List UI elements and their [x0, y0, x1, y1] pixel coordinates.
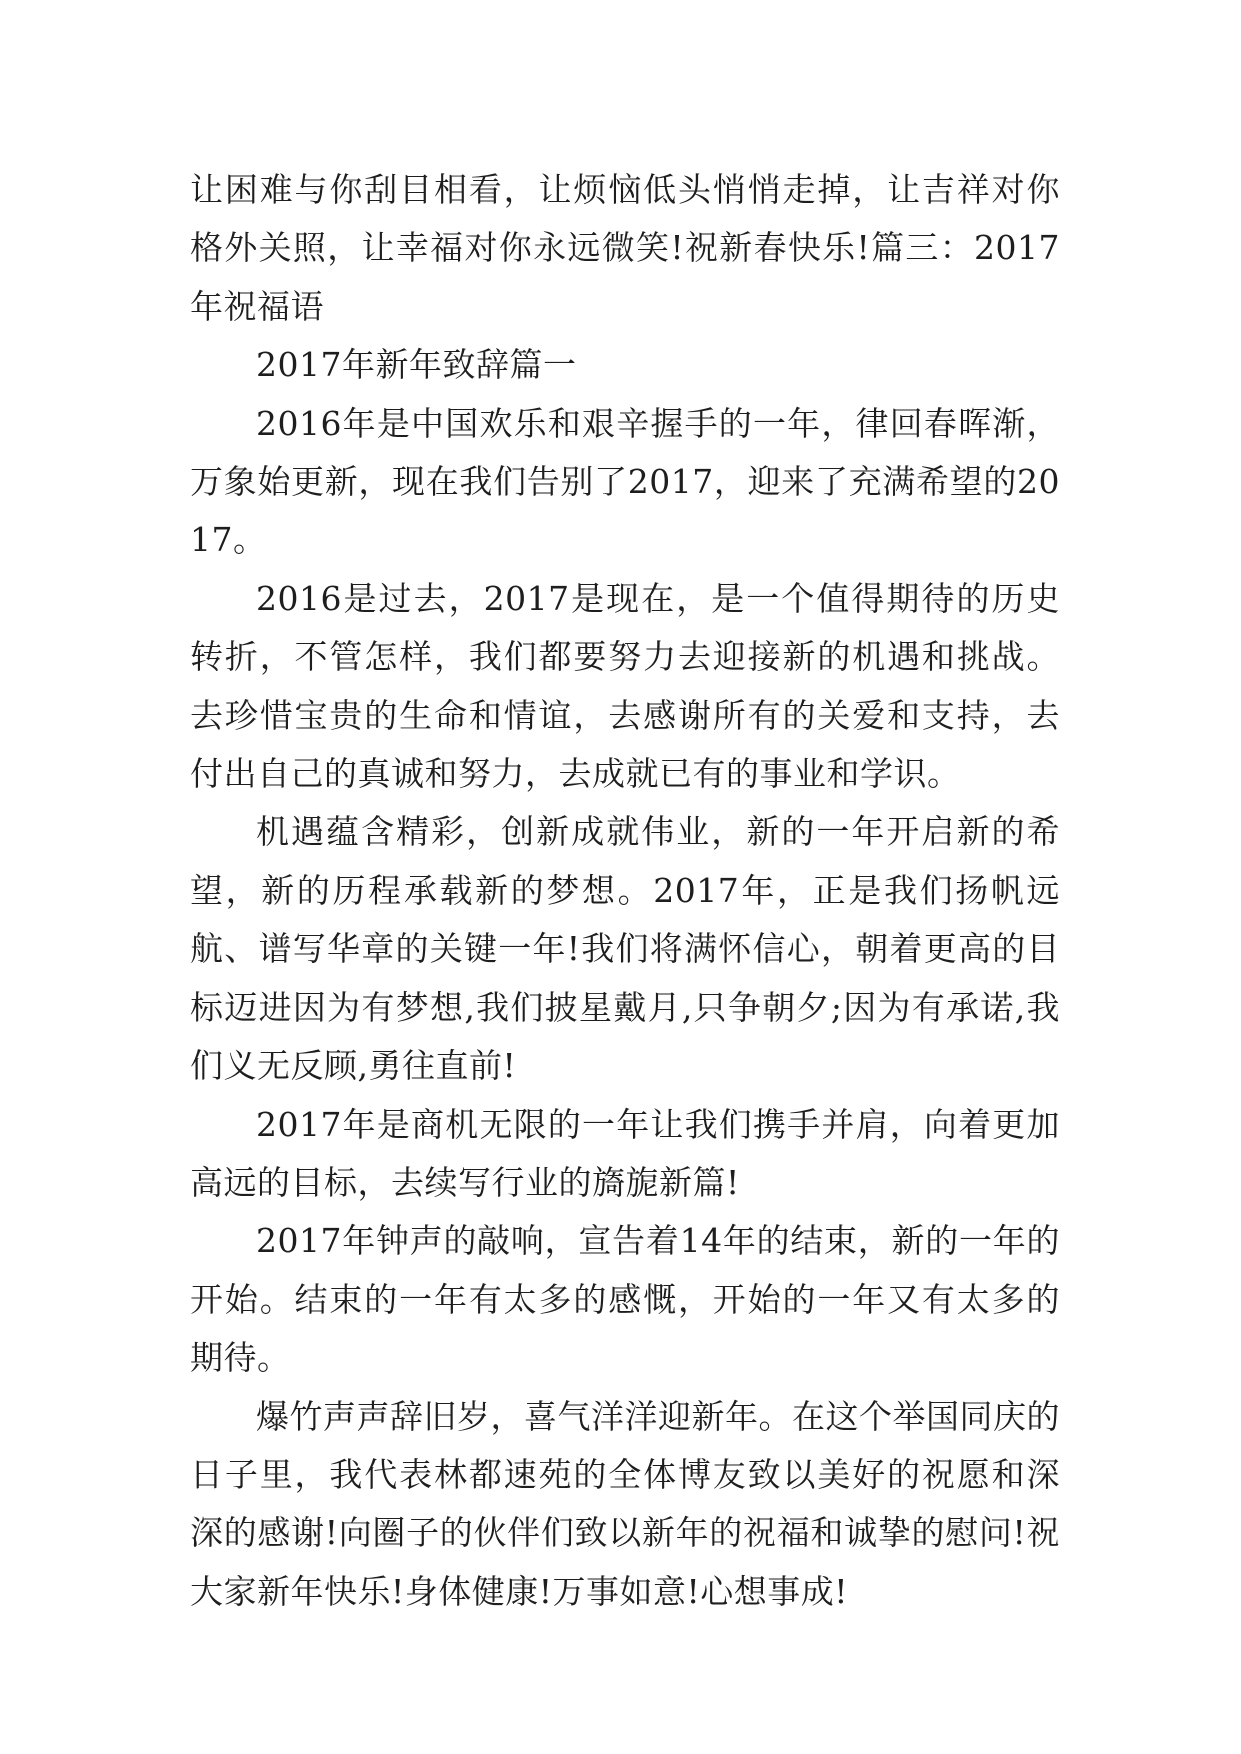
section-heading: 2017年新年致辞篇一: [256, 345, 577, 385]
document-body: [190, 161, 1060, 1621]
paragraph-6: 2017年钟声的敲响，宣告着14年的结束，新的一年的开始。结束的一年有太多的感慨，开始的一年又有太多的期待。: [190, 1221, 1060, 1378]
paragraph-3: 2016是过去，2017是现在，是一个值得期待的历史转折，不管怎样，我们都要努力去迎接新的机遇和挑战。去珍惜宝贵的生命和情谊，去感谢所有的关爱和支持，去付出自己的真诚和努力，去成就已有的事业和学识。: [190, 578, 1060, 794]
paragraph-7: 爆竹声声辞旧岁，喜气洋洋迎新年。在这个举国同庆的日子里，我代表林都速苑的全体博友致以美好的祝愿和深深的感谢!向圈子的伙伴们致以新年的祝福和诚挚的慰问!祝大家新年快乐!身体健康!万事如意!心想事成!: [190, 1396, 1060, 1611]
paragraph-4: 机遇蕴含精彩，创新成就伟业，新的一年开启新的希望，新的历程承载新的梦想。2017年，正是我们扬帆远航、谱写华章的关键一年!我们将满怀信心，朝着更高的目标迈进因为有梦想,我们披星戴月,只争朝夕;因为有承诺,我们义无反顾,勇往直前!: [190, 812, 1060, 1086]
paragraph-5: 2017年是商机无限的一年让我们携手并肩，向着更加高远的目标，去续写行业的旖旎新篇!: [190, 1104, 1060, 1202]
paragraph-2: 2016年是中国欢乐和艰辛握手的一年，律回春晖渐，万象始更新，现在我们告别了2017，迎来了充满希望的2017。: [190, 403, 1060, 560]
paragraph-1: 让困难与你刮目相看，让烦恼低头悄悄走掉，让吉祥对你格外关照，让幸福对你永远微笑!祝新春快乐!篇三：2017年祝福语: [190, 170, 1060, 326]
